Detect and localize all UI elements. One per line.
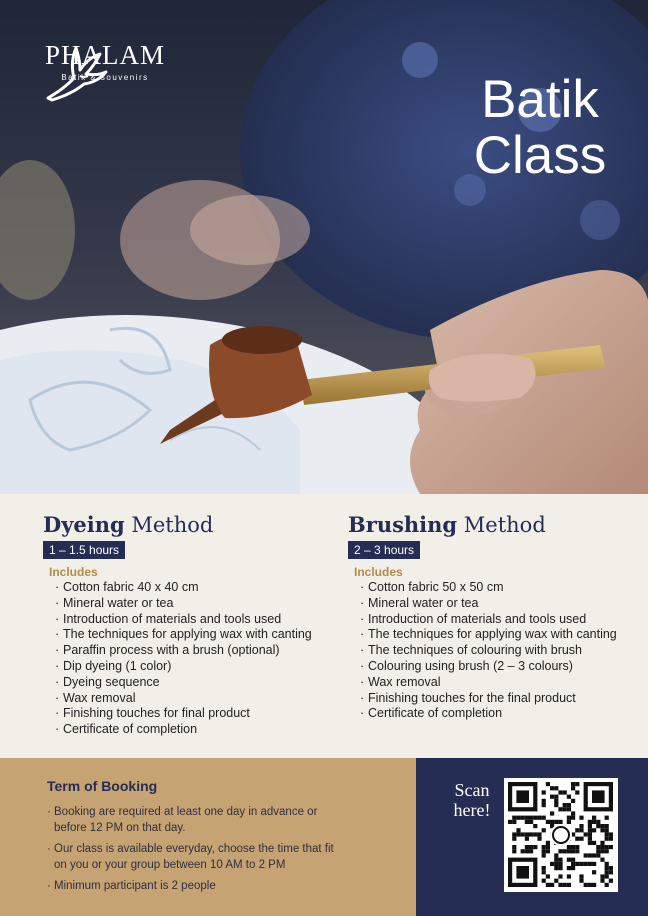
list-item: · Wax removal <box>55 691 343 707</box>
duration-badge: 2 – 3 hours <box>348 541 420 559</box>
title-line-1: Batik <box>481 70 599 129</box>
methods-section <box>0 494 648 758</box>
list-item: · Dip dyeing (1 color) <box>55 659 343 675</box>
list-item: · The techniques for applying wax with canting <box>360 627 648 643</box>
list-item: · The techniques for applying wax with canting <box>55 627 343 643</box>
list-item: · Cotton fabric 40 x 40 cm <box>55 580 343 596</box>
list-item: · Cotton fabric 50 x 50 cm <box>360 580 648 596</box>
bird-icon <box>40 40 110 110</box>
brushing-method-card <box>348 512 648 722</box>
list-item: · Paraffin process with a brush (optional) <box>55 643 343 659</box>
scan-line-1: Scan <box>454 780 490 800</box>
list-item: · Certificate of completion <box>55 722 343 738</box>
list-item: · Minimum participant is 2 people <box>47 879 347 895</box>
qr-code-graphic <box>504 778 618 892</box>
method-title-bold: Brushing <box>348 512 458 537</box>
includes-label: Includes <box>354 565 403 579</box>
list-item: · The techniques of colouring with brush <box>360 643 648 659</box>
includes-list <box>43 580 343 738</box>
brand-tagline: Batik & souvenirs <box>61 73 149 82</box>
includes-label: Includes <box>49 565 98 579</box>
method-title <box>43 512 343 537</box>
method-title <box>348 512 648 537</box>
list-item: · Booking are required at least one day in advance or before 12 PM on that day. <box>47 805 347 836</box>
booking-title: Term of Booking <box>47 778 158 794</box>
list-item: · Mineral water or tea <box>55 596 343 612</box>
list-item: · Wax removal <box>360 675 648 691</box>
scan-panel <box>416 758 648 916</box>
booking-list <box>47 805 347 901</box>
list-item: · Mineral water or tea <box>360 596 648 612</box>
brand-name: PHALAM <box>44 40 165 70</box>
scan-line-2: here! <box>453 800 491 820</box>
includes-list <box>348 580 648 722</box>
duration-badge: 1 – 1.5 hours <box>43 541 125 559</box>
list-item: · Introduction of materials and tools used <box>360 612 648 628</box>
brand-logo <box>40 40 170 82</box>
list-item: · Introduction of materials and tools used <box>55 612 343 628</box>
list-item: · Finishing touches for the final product <box>360 691 648 707</box>
list-item: · Finishing touches for final product <box>55 706 343 722</box>
list-item: · Dyeing sequence <box>55 675 343 691</box>
title-line-2: Class <box>473 126 607 185</box>
scan-label <box>438 780 506 820</box>
list-item: · Colouring using brush (2 – 3 colours) <box>360 659 648 675</box>
page-title <box>440 72 640 184</box>
method-title-bold: Dyeing <box>43 512 125 537</box>
dyeing-method-card <box>43 512 343 738</box>
method-title-rest: Method <box>457 513 546 537</box>
list-item: · Certificate of completion <box>360 706 648 722</box>
method-title-rest: Method <box>124 513 214 537</box>
list-item: · Our class is available everyday, choose the time that fit on you or your group between 10 AM to 2 PM <box>47 842 347 873</box>
booking-terms <box>0 758 416 916</box>
qr-code-icon[interactable] <box>504 778 618 892</box>
